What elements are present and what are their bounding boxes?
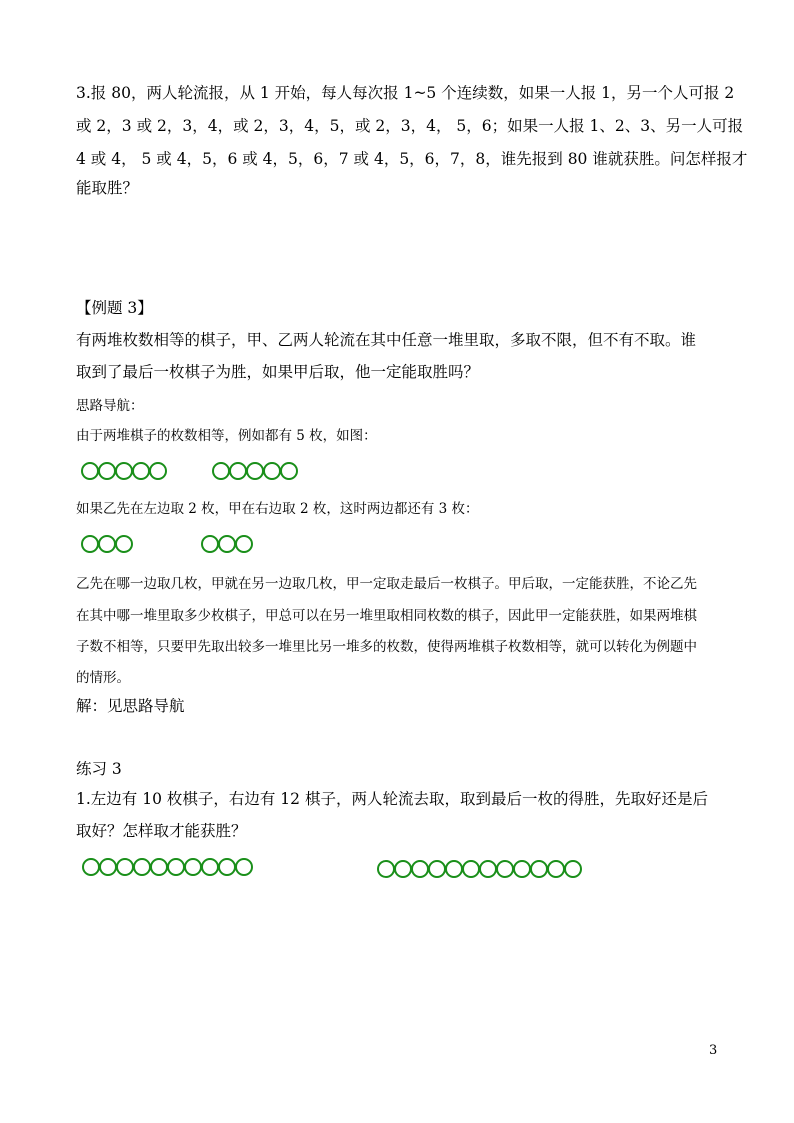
piece-icon xyxy=(428,860,446,878)
piece-icon xyxy=(116,858,134,876)
page-number: 3 xyxy=(709,1043,718,1058)
problem3-line1: 3.报 80，两人轮流报，从 1 开始，每人每次报 1~5 个连续数，如果一人报 1，另一个人可报 2 xyxy=(76,84,735,102)
piece-icon xyxy=(547,860,565,878)
piece-icon xyxy=(81,462,99,480)
piece-icon xyxy=(229,462,247,480)
pile-right-row3 xyxy=(377,860,581,880)
piece-icon xyxy=(218,535,236,553)
explanation-line3: 子数不相等，只要甲先取出较多一堆里比另一堆多的枚数，使得两堆棋子枚数相等，就可以转化为例题中 xyxy=(76,639,697,655)
piece-icon xyxy=(394,860,412,878)
piece-icon xyxy=(149,462,167,480)
piece-icon xyxy=(235,535,253,553)
piece-icon xyxy=(150,858,168,876)
piece-icon xyxy=(445,860,463,878)
explanation-line4: 的情形。 xyxy=(76,670,130,686)
pile-right-row2 xyxy=(201,535,252,555)
explanation-line1: 乙先在哪一边取几枚，甲就在另一边取几枚，甲一定取走最后一枚棋子。甲后取，一定能获胜，不论乙先 xyxy=(76,576,697,592)
piece-icon xyxy=(212,462,230,480)
piece-icon xyxy=(479,860,497,878)
example3-question-line2: 取到了最后一枚棋子为胜，如果甲后取，他一定能取胜吗？ xyxy=(76,363,480,381)
piece-icon xyxy=(280,462,298,480)
piece-icon xyxy=(564,860,582,878)
piece-icon xyxy=(201,535,219,553)
hint-line1: 由于两堆棋子的枚数相等，例如都有 5 枚，如图： xyxy=(76,428,377,444)
piece-icon xyxy=(115,535,133,553)
piece-icon xyxy=(235,858,253,876)
piece-icon xyxy=(184,858,202,876)
piece-icon xyxy=(218,858,236,876)
problem3-line4: 能取胜？ xyxy=(76,179,139,197)
piece-icon xyxy=(167,858,185,876)
piece-icon xyxy=(263,462,281,480)
piece-icon xyxy=(81,535,99,553)
piece-icon xyxy=(115,462,133,480)
pile-left-row2 xyxy=(81,535,132,555)
pile-left-row3 xyxy=(82,858,252,878)
piece-icon xyxy=(530,860,548,878)
explanation-line2: 在其中哪一堆里取多少枚棋子，甲总可以在另一堆里取相同枚数的棋子，因此甲一定能获胜，如果两堆棋 xyxy=(76,608,697,624)
piece-icon xyxy=(133,858,151,876)
piece-icon xyxy=(82,858,100,876)
piece-icon xyxy=(513,860,531,878)
piece-icon xyxy=(98,535,116,553)
solution-line: 解：见思路导航 xyxy=(76,697,185,715)
piece-icon xyxy=(132,462,150,480)
piece-icon xyxy=(99,858,117,876)
practice3-heading: 练习 3 xyxy=(76,760,122,778)
practice3-question-line2: 取好？怎样取才能获胜？ xyxy=(76,822,247,840)
piece-icon xyxy=(496,860,514,878)
piece-icon xyxy=(377,860,395,878)
pile-right-row1 xyxy=(212,462,297,482)
piece-icon xyxy=(411,860,429,878)
problem3-line2: 或 2，3 或 2，3，4，或 2，3，4，5，或 2，3，4， 5，6；如果一人报 1、2、3、另一人可报 xyxy=(76,117,744,135)
hint-line2: 如果乙先在左边取 2 枚，甲在右边取 2 枚，这时两边都还有 3 枚： xyxy=(76,501,479,517)
hint-label: 思路导航： xyxy=(76,398,144,414)
piece-icon xyxy=(98,462,116,480)
example3-question-line1: 有两堆枚数相等的棋子，甲、乙两人轮流在其中任意一堆里取，多取不限，但不有不取。谁 xyxy=(76,331,697,349)
example3-heading: 【例题 3】 xyxy=(76,299,153,317)
piece-icon xyxy=(246,462,264,480)
piece-icon xyxy=(462,860,480,878)
problem3-line3: 4 或 4， 5 或 4，5，6 或 4，5，6，7 或 4，5，6，7，8，谁先报到 80 谁就获胜。问怎样报才 xyxy=(76,150,748,168)
practice3-question-line1: 1.左边有 10 枚棋子，右边有 12 棋子，两人轮流去取，取到最后一枚的得胜，先取好还是后 xyxy=(76,790,708,808)
piece-icon xyxy=(201,858,219,876)
pile-left-row1 xyxy=(81,462,166,482)
